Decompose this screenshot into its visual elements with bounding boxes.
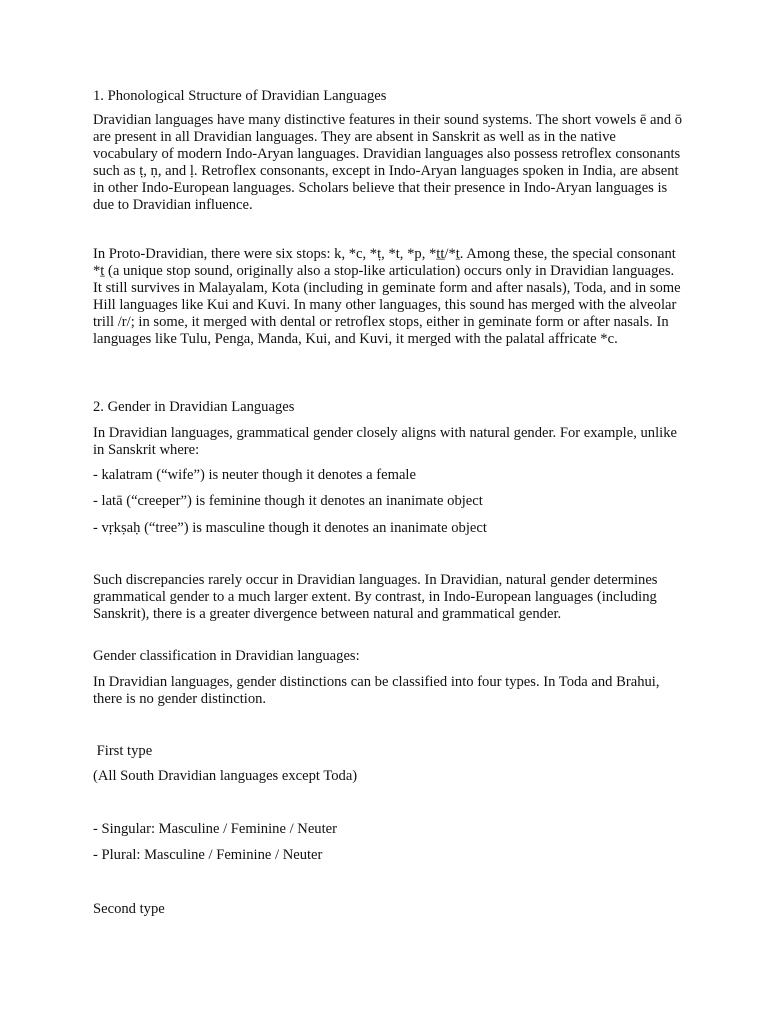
paragraph-sound-systems: Dravidian languages have many distinctive features in their sound systems. The short vowels ē and ō are present in all Dravidian languages. They are absent in Sanskrit as well as in the native vocabulary of modern Indo-Aryan languages. Dravidian languages also possess retroflex consonants such as ṭ, ṇ, and ḷ. Retroflex consonants, except in Indo-Aryan languages spoken in India, are absent in other Indo-European languages. Scholars believe that their presence in Indo-Aryan languages is due to Dravidian influence. xyxy=(93,112,683,213)
list-item-example: - latā (“creeper”) is feminine though it denotes an inanimate object xyxy=(93,493,483,509)
list-item-singular: - Singular: Masculine / Feminine / Neuter xyxy=(93,821,337,837)
list-item-plural: - Plural: Masculine / Feminine / Neuter xyxy=(93,847,323,863)
paragraph-gender-intro: In Dravidian languages, grammatical gender closely aligns with natural gender. For example, unlike in Sanskrit where: xyxy=(93,425,677,458)
paragraph-four-types: In Dravidian languages, gender distinctions can be classified into four types. In Toda and Brahui, there is no gender distinction. xyxy=(93,674,660,707)
first-type-note: (All South Dravidian languages except Toda) xyxy=(93,768,358,784)
paragraph-discrepancies: Such discrepancies rarely occur in Dravidian languages. In Dravidian, natural gender determines grammatical gender to a much larger extent. By contrast, in Indo-European languages (including Sanskrit), there is a greater divergence between natural and grammatical gender. xyxy=(93,572,658,622)
subheading-first-type: First type xyxy=(93,743,153,759)
section-heading-phonology: 1. Phonological Structure of Dravidian Languages xyxy=(93,88,387,104)
subheading-gender-classification: Gender classification in Dravidian languages: xyxy=(93,648,360,664)
paragraph-proto-dravidian-stops: In Proto-Dravidian, there were six stops: k, *c, *ṭ, *t, *p, *ṯṯ/*ṯ. Among these, the special consonant *ṯ (a unique stop sound, originally also a stop-like articulation) occurs only in Dravidian languages. It still survives in Malayalam, Kota (including in geminate form and after nasals), Toda, and in some Hill languages like Kui and Kuvi. In many other languages, this sound has merged with the alveolar trill /r/; in some, it merged with dental or retroflex stops, either in geminate form or after nasals. In languages like Tulu, Penga, Manda, Kui, and Kuvi, it merged with the palatal affricate *c. xyxy=(93,246,681,347)
list-item-example: - kalatram (“wife”) is neuter though it denotes a female xyxy=(93,467,416,483)
subheading-second-type: Second type xyxy=(93,901,165,917)
section-heading-gender: 2. Gender in Dravidian Languages xyxy=(93,399,295,415)
list-item-example: - vṛkṣaḥ (“tree”) is masculine though it denotes an inanimate object xyxy=(93,520,487,536)
